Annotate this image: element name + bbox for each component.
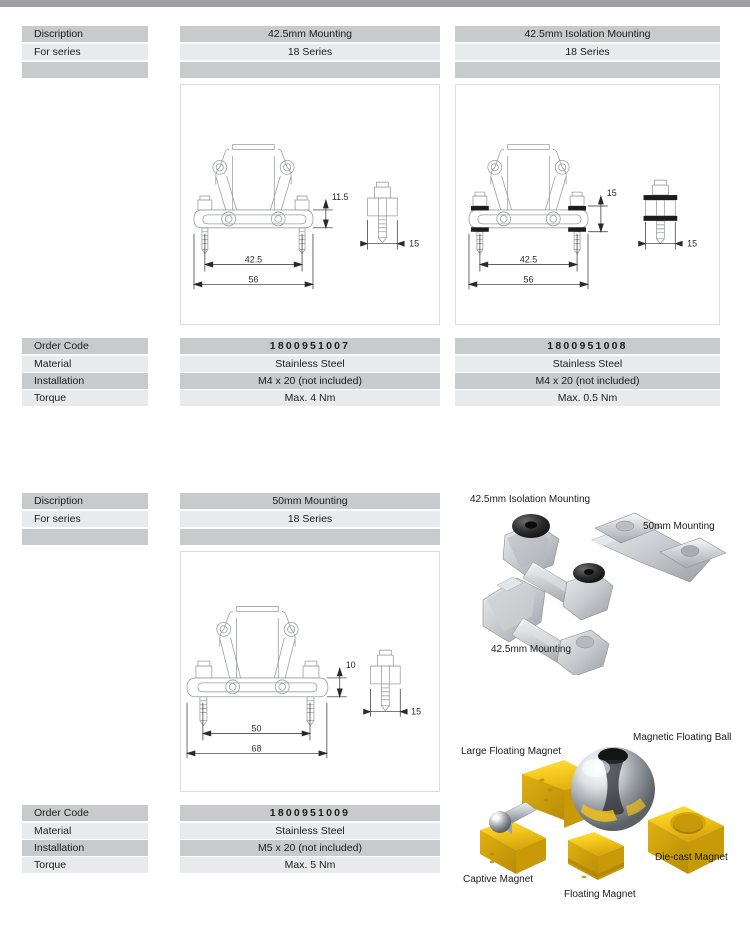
photo-label-50mm-mounting: 50mm Mounting (643, 521, 715, 532)
section1-colA-material: Stainless Steel (180, 356, 440, 373)
section2-col-for-series: 18 Series (180, 511, 440, 528)
section1-spec-label-order-code: Order Code (22, 338, 148, 355)
dim-height-A: 11.5 (331, 192, 349, 203)
section1-spec-label-installation: Installation (22, 373, 148, 390)
dim-width-C: 68 (251, 743, 262, 754)
drawing-panel-42-5-mounting (180, 84, 440, 325)
section2-col-order-code: 1800951009 (180, 805, 440, 822)
photo-label-large-floating-magnet: Large Floating Magnet (461, 746, 562, 757)
section2-col-spacer (180, 529, 440, 546)
dim-width-B: 56 (523, 274, 534, 285)
section1-colB-material: Stainless Steel (455, 356, 720, 373)
section2-col-installation: M5 x 20 (not included) (180, 840, 440, 857)
page-top-bar (0, 0, 750, 7)
section1-label-for-series: For series (22, 44, 148, 61)
section2-spec-label-material: Material (22, 823, 148, 840)
photo-label-floating-magnet: Floating Magnet (564, 889, 636, 900)
drawing-panel-42-5-isolation-mounting (455, 84, 720, 325)
section1-colB-for-series: 18 Series (455, 44, 720, 61)
section1-spec-label-torque: Torque (22, 390, 148, 407)
section1-colA-spacer (180, 62, 440, 79)
dim-pitch-A: 42.5 (244, 254, 263, 265)
photo-label-die-cast-magnet: Die-cast Magnet (655, 852, 728, 863)
section2-col-description: 50mm Mounting (180, 493, 440, 510)
dim-side-C: 15 (411, 706, 422, 717)
section2-spec-label-installation: Installation (22, 840, 148, 857)
section1-colB-torque: Max. 0.5 Nm (455, 390, 720, 407)
section2-col-torque: Max. 5 Nm (180, 857, 440, 874)
section2-spec-label-torque: Torque (22, 857, 148, 874)
dim-side-B: 15 (687, 238, 698, 249)
section2-label-spacer (22, 529, 148, 546)
section2-label-discription: Discription (22, 493, 148, 510)
section1-colB-description: 42.5mm Isolation Mounting (455, 26, 720, 43)
dim-pitch-C: 50 (251, 723, 262, 734)
section1-colA-order-code: 1800951007 (180, 338, 440, 355)
dim-pitch-B: 42.5 (519, 254, 538, 265)
section1-colA-torque: Max. 4 Nm (180, 390, 440, 407)
section1-colB-installation: M4 x 20 (not included) (455, 373, 720, 390)
photo-label-42-5mm-mounting: 42.5mm Mounting (491, 644, 572, 655)
dim-width-A: 56 (248, 274, 259, 285)
section1-colB-spacer (455, 62, 720, 79)
drawing-panel-50-mounting (180, 551, 440, 792)
photo-label-magnetic-floating-ball: Magnetic Floating Ball (633, 732, 732, 743)
part-captive-magnet (480, 802, 546, 874)
part-floating-magnet (568, 832, 624, 880)
section1-colA-installation: M4 x 20 (not included) (180, 373, 440, 390)
section1-colA-for-series: 18 Series (180, 44, 440, 61)
photo-label-captive-magnet: Captive Magnet (463, 874, 534, 885)
dim-side-A: 15 (409, 238, 420, 249)
section1-spec-label-material: Material (22, 356, 148, 373)
section1-label-discription: Discription (22, 26, 148, 43)
dim-height-B: 15 (606, 188, 617, 199)
part-die-cast-magnet (648, 806, 724, 874)
section2-spec-label-order-code: Order Code (22, 805, 148, 822)
section1-colB-order-code: 1800951008 (455, 338, 720, 355)
part-magnetic-floating-ball (571, 747, 655, 831)
section1-colA-description: 42.5mm Mounting (180, 26, 440, 43)
dim-height-C: 10 (345, 660, 356, 671)
section1-label-spacer (22, 62, 148, 79)
section2-col-material: Stainless Steel (180, 823, 440, 840)
section2-label-for-series: For series (22, 511, 148, 528)
photo-label-isolation-mounting: 42.5mm Isolation Mounting (470, 494, 591, 505)
